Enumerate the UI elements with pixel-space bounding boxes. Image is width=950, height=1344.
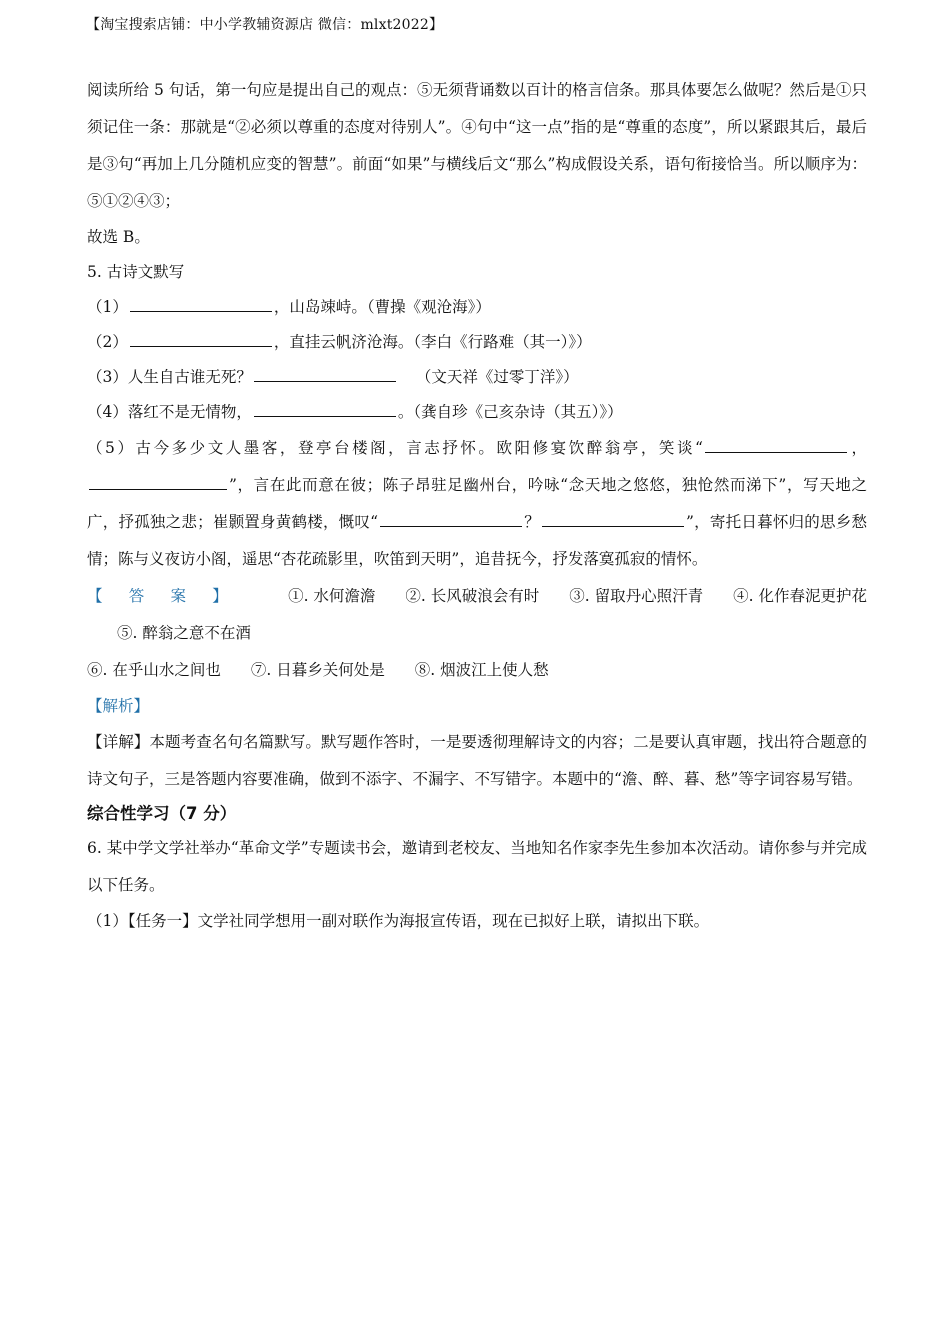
item-text: ，山岛竦峙。（曹操《观沧海》） [273, 298, 491, 316]
dictation-item-3 [87, 360, 867, 395]
answer-block [87, 578, 867, 689]
analysis-paragraph: 阅读所给 5 句话，第一句应是提出自己的观点：⑤无须背诵数以百计的格言信条。那具体要怎么做呢？然后是①只须记住一条：那就是“②必须以尊重的态度对待别人”。④句中“这一点”指的是“尊重的态度”，所以紧跟其后，最后是③句“再加上几分随机应变的智慧”。前面“如果”与横线后文“那么”构成假设关系，语句衔接恰当。所以顺序为：⑤①②④③； [87, 81, 867, 210]
answer-label: 【答案】 [87, 587, 255, 605]
answer-blank [705, 435, 847, 453]
item-number: （1） [87, 298, 128, 316]
answer-blank [130, 329, 272, 347]
detail-paragraph: 【详解】本题考查名句名篇默写。默写题作答时，一是要透彻理解诗文的内容；二是要认真审题，找出符合题意的诗文句子，三是答题内容要准确，做到不添字、不漏字、不写错字。本题中的“澹、醉、暮、愁”等字词容易写错。 [87, 733, 867, 788]
question-5-title: 5. 古诗文默写 [87, 263, 185, 281]
item-number: （3） [87, 368, 128, 386]
analysis-conclusion: 故选 B。 [87, 228, 150, 246]
item-number: （4） [87, 403, 128, 421]
answer-item: ③. 留取丹心照汗青 [569, 587, 704, 605]
item-number: （2） [87, 333, 128, 351]
answer-item: ④. 化作春泥更护花 [733, 587, 867, 605]
question-6: 6. 某中学文学社举办“革命文学”专题读书会，邀请到老校友、当地知名作家李先生参加本次活动。请你参与并完成以下任务。 [87, 839, 867, 894]
answer-item: ⑦. 日暮乡关何处是 [250, 661, 385, 679]
answer-blank [89, 472, 227, 490]
analysis-label: 【解析】 [87, 697, 150, 715]
item-text: ”，寄托日暮怀归的思乡愁情；陈与义夜访小阁，遥思“杏花疏影里，吹笛到天明”，追昔抚今，抒发落寞孤寂的情怀。 [87, 513, 867, 568]
answer-blank [254, 399, 396, 417]
section-title: 综合性学习（7 分） [87, 804, 237, 823]
item-source: 。（龚自珍《己亥杂诗（其五）》） [397, 403, 623, 421]
task-1: （1）【任务一】文学社同学想用一副对联作为海报宣传语，现在已拟好上联，请拟出下联。 [87, 912, 710, 930]
item-source: （文天祥《过零丁洋》） [415, 368, 579, 386]
answer-blank [542, 509, 684, 527]
item-text: ，直挂云帆济沧海。（李白《行路难（其一）》） [273, 333, 592, 351]
answer-item: ⑧. 烟波江上使人愁 [414, 661, 549, 679]
dictation-item-1 [87, 290, 867, 325]
answer-blank [380, 509, 522, 527]
dictation-item-2 [87, 325, 867, 360]
answer-item: ①. 水何澹澹 [288, 587, 376, 605]
item-text: 古今多少文人墨客，登亭台楼阁，言志抒怀。欧阳修宴饮醉翁亭，笑谈“ [135, 439, 703, 457]
item-text: ？ [524, 513, 541, 531]
answer-blank [130, 294, 272, 312]
item-text: 人生自古谁无死？ [127, 368, 252, 386]
dictation-item-4 [87, 395, 867, 430]
page-content [87, 72, 867, 939]
item-text: ， [848, 439, 867, 457]
dictation-item-5 [87, 430, 867, 578]
answer-item: ⑥. 在乎山水之间也 [87, 661, 221, 679]
item-text: ”，言在此而意在彼；陈子昂驻足幽州台，吟咏“念天地之悠悠，独怆然而涕下”，写天地之广，抒孤独之悲；崔颢置身黄鹤楼，慨叹“ [87, 476, 867, 531]
answer-item: ⑤. 醉翁之意不在酒 [117, 624, 251, 642]
page-header: 【淘宝搜索店铺：中小学教辅资源店 微信：mlxt2022】 [86, 17, 444, 33]
answer-item: ②. 长风破浪会有时 [405, 587, 540, 605]
answer-blank [254, 364, 396, 382]
item-text: 落红不是无情物， [127, 403, 252, 421]
item-number: （5） [87, 439, 136, 457]
